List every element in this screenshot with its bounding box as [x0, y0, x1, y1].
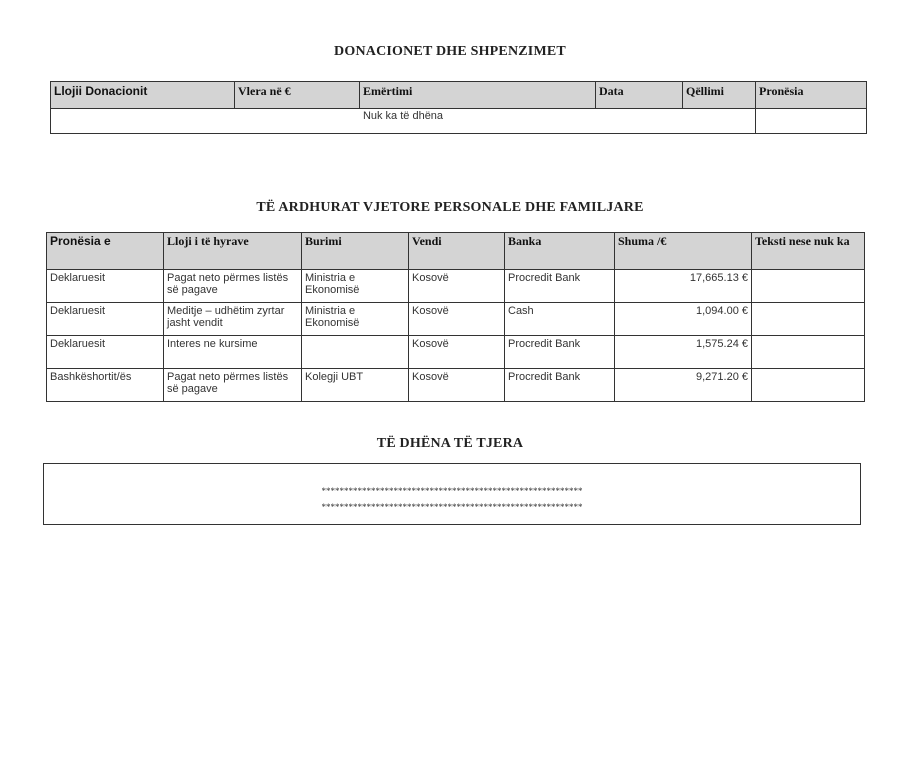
column-header: Vlera në € [235, 82, 360, 109]
table-cell [752, 336, 865, 369]
table-cell: Pagat neto përmes listës së pagave [164, 270, 302, 303]
table-cell: Procredit Bank [505, 369, 615, 402]
masked-text-line: ********************************************************** [321, 502, 583, 512]
column-header: Lloji i të hyrave [164, 233, 302, 270]
column-header: Data [596, 82, 683, 109]
other-data-box [43, 463, 861, 525]
table-row [47, 369, 865, 402]
donations-table [50, 81, 867, 134]
column-header: Burimi [302, 233, 409, 270]
donations-title: DONACIONET DHE SHPENZIMET [334, 44, 566, 59]
income-title: TË ARDHURAT VJETORE PERSONALE DHE FAMILJARE [256, 200, 644, 215]
table-cell: 1,094.00 € [615, 303, 752, 336]
table-cell: Procredit Bank [505, 270, 615, 303]
column-header: Llojii Donacionit [51, 82, 235, 109]
table-cell: Meditje – udhëtim zyrtar jasht vendit [164, 303, 302, 336]
table-cell: Kosovë [409, 270, 505, 303]
table-cell: Kosovë [409, 369, 505, 402]
table-cell: Kosovë [409, 303, 505, 336]
column-header: Qëllimi [683, 82, 756, 109]
table-header-row [51, 82, 867, 109]
table-cell: Bashkëshortit/ës [47, 369, 164, 402]
empty-message: Nuk ka të dhëna [51, 109, 756, 134]
column-header: Pronësia [756, 82, 867, 109]
column-header: Vendi [409, 233, 505, 270]
table-row [47, 303, 865, 336]
table-cell: Deklaruesit [47, 336, 164, 369]
table-cell [752, 369, 865, 402]
table-cell: Pagat neto përmes listës së pagave [164, 369, 302, 402]
masked-text-line: ********************************************************** [321, 486, 583, 496]
table-cell [302, 336, 409, 369]
column-header: Shuma /€ [615, 233, 752, 270]
table-cell: Ministria e Ekonomisë [302, 303, 409, 336]
table-cell: Cash [505, 303, 615, 336]
table-header-row [47, 233, 865, 270]
table-row [47, 336, 865, 369]
column-header: Banka [505, 233, 615, 270]
table-cell: Deklaruesit [47, 303, 164, 336]
table-cell: 17,665.13 € [615, 270, 752, 303]
table-cell [752, 303, 865, 336]
table-cell: 9,271.20 € [615, 369, 752, 402]
table-row [47, 270, 865, 303]
table-cell: Deklaruesit [47, 270, 164, 303]
column-header: Pronësia e [47, 233, 164, 270]
table-cell: Procredit Bank [505, 336, 615, 369]
table-cell [752, 270, 865, 303]
table-cell: 1,575.24 € [615, 336, 752, 369]
column-header: Emërtimi [360, 82, 596, 109]
table-cell: Interes ne kursime [164, 336, 302, 369]
column-header: Teksti nese nuk ka [752, 233, 865, 270]
other-data-title: TË DHËNA TË TJERA [376, 436, 524, 451]
table-cell: Kosovë [409, 336, 505, 369]
income-table [46, 232, 865, 402]
table-cell: Ministria e Ekonomisë [302, 270, 409, 303]
table-cell [756, 109, 867, 134]
table-row [51, 109, 867, 134]
table-cell: Kolegji UBT [302, 369, 409, 402]
